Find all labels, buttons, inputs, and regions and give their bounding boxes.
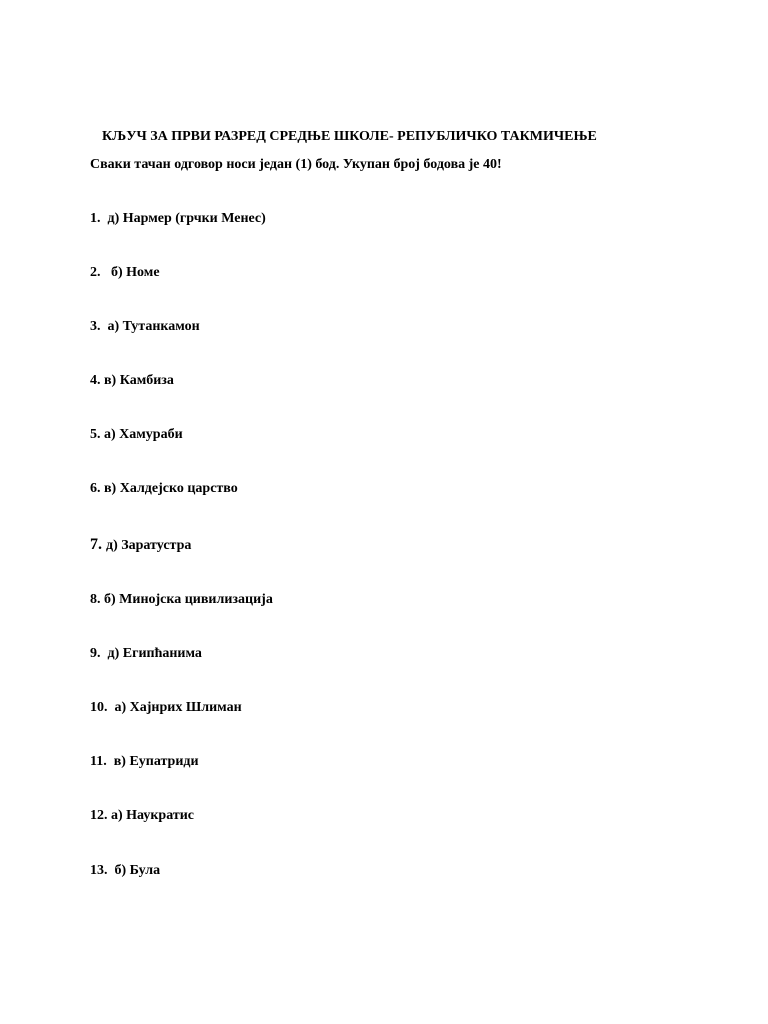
answer-item — [90, 645, 202, 663]
answer-item — [90, 480, 238, 498]
answer-text: а) Хамураби — [104, 427, 183, 442]
answer-number: 11. — [90, 754, 114, 769]
answer-text: д) Нармер (грчки Менес) — [107, 211, 266, 226]
answer-item — [90, 372, 174, 390]
answer-item — [90, 210, 266, 228]
answer-text: б) Номе — [111, 265, 160, 280]
answer-item — [90, 699, 242, 717]
answer-number: 7. — [90, 536, 106, 553]
answer-text: в) Камбиза — [104, 373, 174, 388]
answer-number: 13. — [90, 863, 115, 878]
answer-item — [90, 807, 194, 825]
answer-number: 9. — [90, 646, 108, 661]
answer-number: 12. — [90, 808, 111, 823]
answer-number: 10. — [90, 700, 115, 715]
answer-text: в) Халдејско царство — [104, 481, 238, 496]
answer-text: а) Тутанкамон — [107, 319, 200, 334]
answer-number: 3. — [90, 319, 108, 334]
answer-item — [90, 426, 183, 444]
answer-item — [90, 318, 200, 336]
answer-number: 1. — [90, 211, 108, 226]
answer-number: 6. — [90, 481, 104, 496]
answer-text: д) Египћанима — [107, 646, 202, 661]
answer-text: д) Заратустра — [106, 538, 192, 553]
answer-text: а) Хајнрих Шлиман — [114, 700, 242, 715]
scoring-instructions: Сваки тачан одговор носи један (1) бод. Укупан број бодова је 40! — [90, 157, 502, 172]
answer-number: 4. — [90, 373, 104, 388]
answer-text: б) Була — [114, 863, 161, 878]
answer-text: б) Минојска цивилизација — [104, 592, 273, 607]
answer-item — [90, 753, 199, 771]
answer-text: в) Еупатриди — [113, 754, 199, 769]
answer-item — [90, 862, 160, 880]
answer-number: 8. — [90, 592, 104, 607]
answer-number: 2. — [90, 265, 111, 280]
document-title: КЉУЧ ЗА ПРВИ РАЗРЕД СРЕДЊЕ ШКОЛЕ- РЕПУБЛИЧКО ТАКМИЧЕЊЕ — [102, 129, 597, 144]
answer-item — [90, 536, 191, 555]
answer-item — [90, 591, 273, 609]
answer-text: а) Наукратис — [111, 808, 194, 823]
answer-item — [90, 264, 160, 282]
answer-number: 5. — [90, 427, 104, 442]
